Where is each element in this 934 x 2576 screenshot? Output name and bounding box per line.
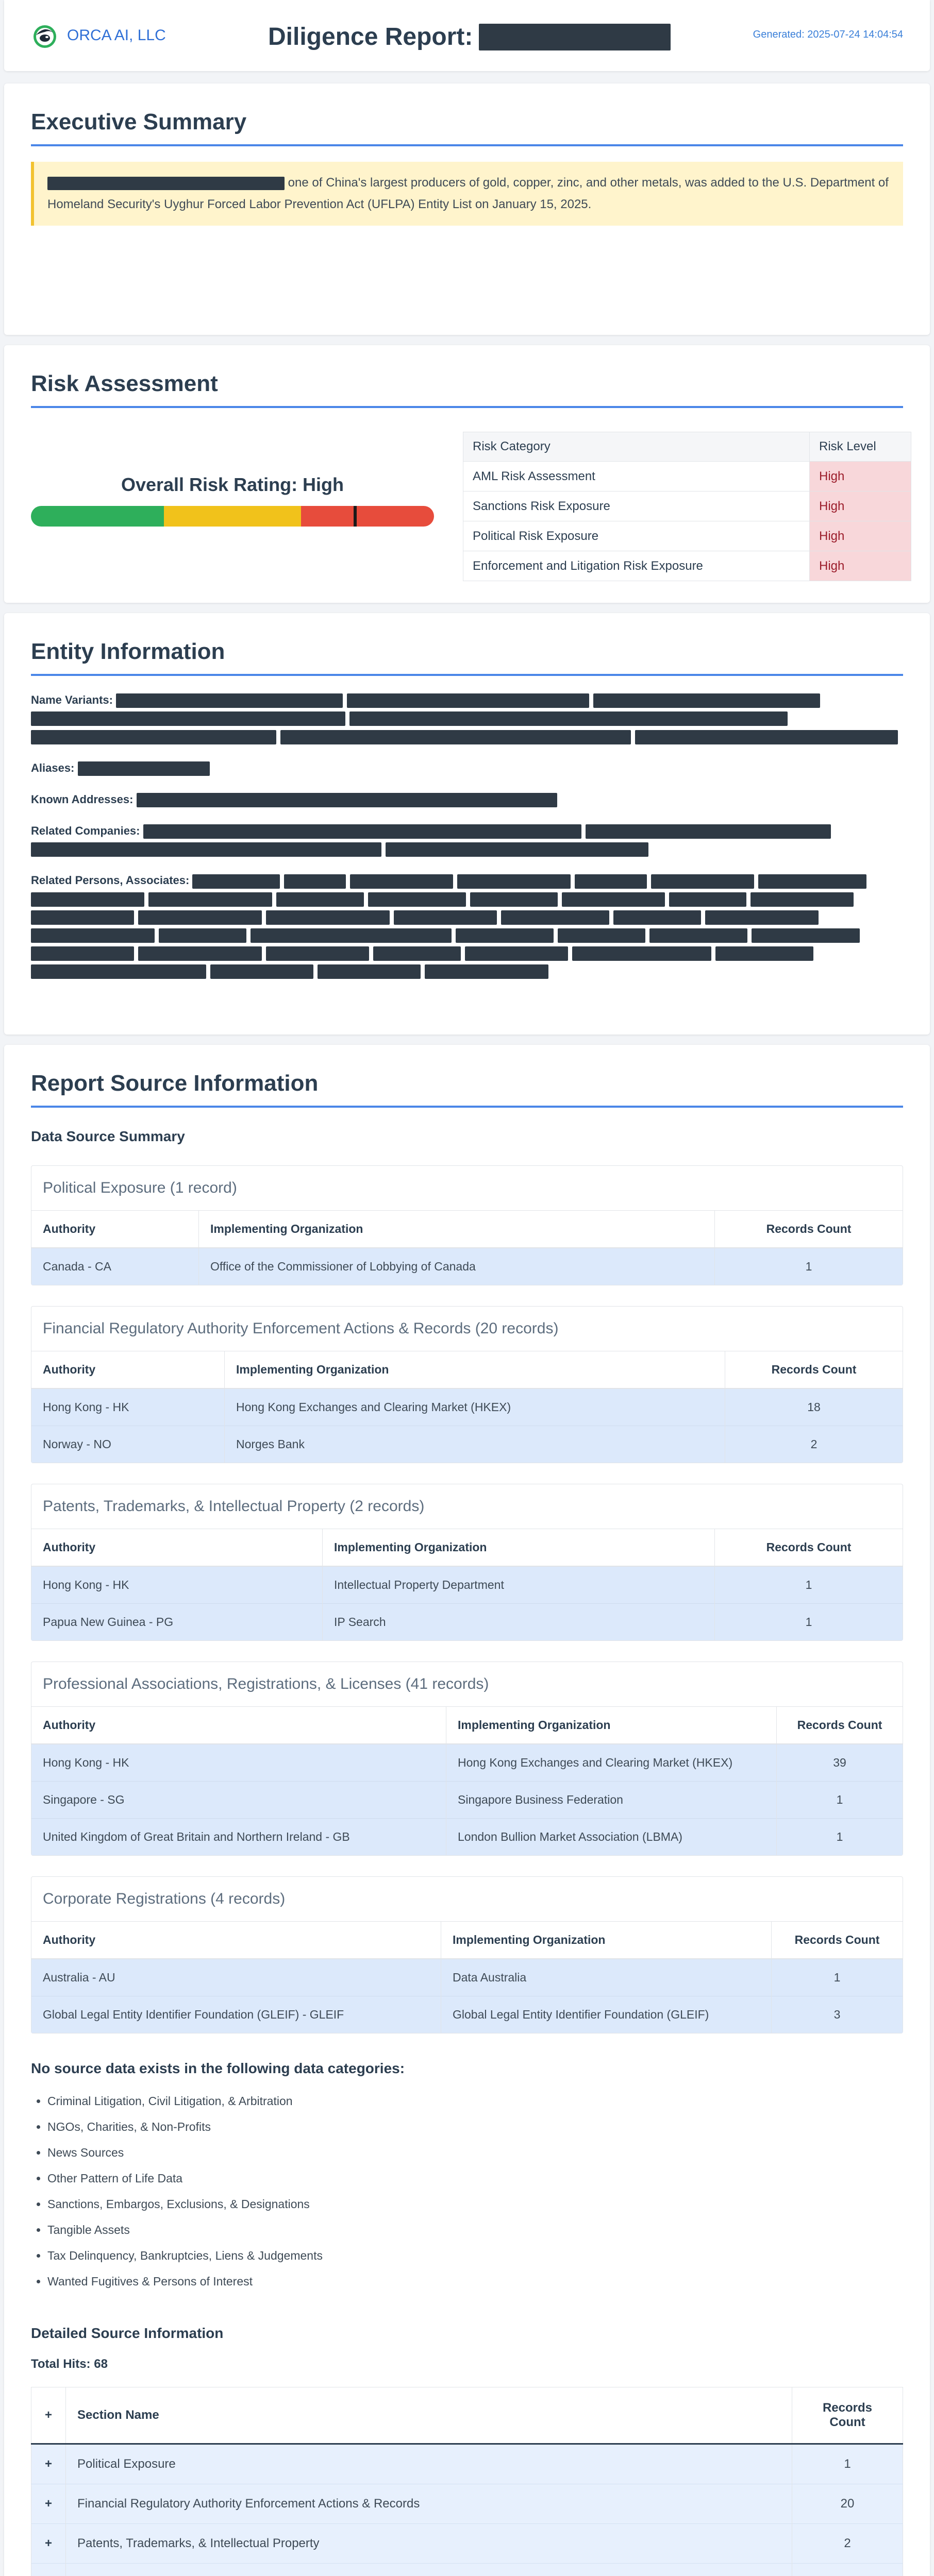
redacted-value <box>558 928 645 943</box>
source-group-professional-associations <box>31 1662 903 1856</box>
redacted-value <box>572 946 711 961</box>
col-count: Records Count <box>772 1922 903 1959</box>
redacted-value <box>347 693 589 708</box>
redacted-value <box>138 910 262 925</box>
executive-summary-section <box>4 83 930 335</box>
org-cell: Office of the Commissioner of Lobbying of Canada <box>199 1248 715 1285</box>
col-org: Implementing Organization <box>441 1922 772 1959</box>
count-cell: 1 <box>715 1566 903 1604</box>
col-count: Records Count <box>715 1211 903 1248</box>
section-name <box>66 2564 792 2576</box>
section-name: Political Exposure <box>66 2444 792 2484</box>
source-group-title: Patents, Trademarks, & Intellectual Property (2 records) <box>31 1484 903 1529</box>
brand-name: ORCA AI, LLC <box>67 27 166 44</box>
section-name: Patents, Trademarks, & Intellectual Property <box>66 2524 792 2564</box>
count-cell: 1 <box>777 1819 903 1856</box>
related-companies-label: Related Companies: <box>31 824 140 837</box>
redacted-value <box>669 892 746 907</box>
risk-row <box>463 521 911 551</box>
table-row[interactable] <box>31 2484 903 2524</box>
source-group-corporate-registrations <box>31 1876 903 2033</box>
redacted-value <box>613 910 701 925</box>
gauge-segment-low <box>31 506 164 527</box>
source-group-title: Financial Regulatory Authority Enforcement Actions & Records (20 records) <box>31 1307 903 1351</box>
entity-information-section <box>4 613 930 1035</box>
org-cell: Norges Bank <box>225 1426 725 1463</box>
table-row <box>31 1566 903 1604</box>
redacted-value <box>501 910 609 925</box>
redacted-value <box>266 946 369 961</box>
table-row[interactable] <box>31 2524 903 2564</box>
count-cell: 18 <box>725 1388 903 1426</box>
related-persons-field <box>31 872 903 980</box>
redacted-value <box>31 964 206 979</box>
count-cell: 1 <box>715 1248 903 1285</box>
table-row <box>31 1388 903 1426</box>
redacted-value <box>651 874 754 889</box>
gauge-segment-high <box>301 506 434 527</box>
redacted-value <box>470 892 558 907</box>
redacted-value <box>276 892 364 907</box>
expand-toggle[interactable]: + <box>31 2444 66 2484</box>
org-cell: London Bullion Market Association (LBMA) <box>446 1819 777 1856</box>
redacted-value <box>575 874 647 889</box>
risk-row <box>463 492 911 521</box>
count-cell: 39 <box>777 1744 903 1782</box>
redacted-value <box>31 842 381 857</box>
related-companies-field <box>31 822 903 858</box>
authority-cell: Papua New Guinea - PG <box>31 1604 323 1641</box>
count-cell: 1 <box>777 1782 903 1819</box>
col-count: Records Count <box>725 1351 903 1388</box>
risk-assessment-heading: Risk Assessment <box>31 345 903 408</box>
redacted-value <box>251 928 452 943</box>
risk-row <box>463 551 911 581</box>
report-source-section <box>4 1045 930 2576</box>
no-data-list <box>31 2088 903 2294</box>
orca-logo-icon <box>31 22 59 49</box>
redacted-value <box>635 730 898 744</box>
col-records-count: Records Count <box>792 2387 903 2444</box>
source-group-patents <box>31 1484 903 1641</box>
table-row[interactable] <box>31 2444 903 2484</box>
redacted-value <box>148 892 272 907</box>
aliases-field <box>31 759 903 777</box>
redacted-value <box>159 928 246 943</box>
redacted-value <box>138 946 262 961</box>
source-table <box>31 1211 903 1285</box>
redacted-value <box>394 910 497 925</box>
count-cell: 2 <box>725 1426 903 1463</box>
executive-summary-heading: Executive Summary <box>31 83 903 146</box>
col-authority: Authority <box>31 1922 441 1959</box>
redacted-value <box>31 892 144 907</box>
report-source-heading: Report Source Information <box>31 1045 903 1108</box>
col-authority: Authority <box>31 1707 446 1744</box>
table-row <box>31 1819 903 1856</box>
risk-level: High <box>810 492 911 521</box>
data-source-summary-heading: Data Source Summary <box>31 1128 185 1144</box>
risk-table <box>463 432 911 581</box>
records-count: 2 <box>792 2524 903 2564</box>
org-cell: IP Search <box>323 1604 715 1641</box>
gauge-segment-medium <box>164 506 301 527</box>
redacted-value <box>116 693 343 708</box>
redacted-value <box>31 730 276 744</box>
list-item: • Tangible Assets <box>47 2217 903 2243</box>
redacted-value <box>143 824 581 839</box>
col-authority: Authority <box>31 1529 323 1566</box>
source-group-title: Political Exposure (1 record) <box>31 1166 903 1211</box>
risk-category: Sanctions Risk Exposure <box>463 492 810 521</box>
report-header <box>4 0 930 71</box>
redacted-value <box>350 874 453 889</box>
source-table <box>31 1351 903 1463</box>
aliases-label: Aliases: <box>31 761 75 774</box>
org-cell: Hong Kong Exchanges and Clearing Market (HKEX) <box>446 1744 777 1782</box>
redacted-value <box>562 892 665 907</box>
authority-cell: United Kingdom of Great Britain and Northern Ireland - GB <box>31 1819 446 1856</box>
authority-cell: Global Legal Entity Identifier Foundation (GLEIF) - GLEIF <box>31 1996 441 2033</box>
overall-risk-rating: Overall Risk Rating: High <box>121 474 344 495</box>
list-item: • News Sources <box>47 2140 903 2165</box>
redacted-value <box>752 928 860 943</box>
col-authority: Authority <box>31 1351 225 1388</box>
records-count: 1 <box>792 2444 903 2484</box>
col-count: Records Count <box>777 1707 903 1744</box>
col-org: Implementing Organization <box>323 1529 715 1566</box>
risk-gauge <box>31 474 434 527</box>
redacted-entity-name <box>47 177 285 190</box>
expand-toggle[interactable] <box>31 2564 66 2576</box>
redacted-value <box>31 928 155 943</box>
risk-level: High <box>810 551 911 581</box>
redacted-value <box>386 842 648 857</box>
authority-cell: Canada - CA <box>31 1248 199 1285</box>
redacted-value <box>457 874 571 889</box>
redacted-value <box>318 964 421 979</box>
redacted-entity-name <box>479 24 671 50</box>
source-group-title: Corporate Registrations (4 records) <box>31 1877 903 1922</box>
redacted-value <box>137 793 557 807</box>
org-cell: Data Australia <box>441 1959 772 1996</box>
redacted-value <box>649 928 747 943</box>
known-addresses-label: Known Addresses: <box>31 792 134 806</box>
risk-category: Political Risk Exposure <box>463 521 810 551</box>
authority-cell: Singapore - SG <box>31 1782 446 1819</box>
source-table <box>31 1529 903 1640</box>
summary-alert <box>31 162 903 226</box>
org-cell: Singapore Business Federation <box>446 1782 777 1819</box>
count-cell: 1 <box>772 1959 903 1996</box>
authority-cell: Hong Kong - HK <box>31 1566 323 1604</box>
redacted-value <box>373 946 461 961</box>
risk-table-header-category: Risk Category <box>463 432 810 462</box>
redacted-value <box>284 874 346 889</box>
redacted-value <box>456 928 554 943</box>
name-variants-label: Name Variants: <box>31 693 113 706</box>
table-row <box>31 1604 903 1641</box>
risk-category: AML Risk Assessment <box>463 462 810 492</box>
redacted-value <box>715 946 813 961</box>
name-variants-field <box>31 691 903 746</box>
col-org: Implementing Organization <box>199 1211 715 1248</box>
source-group-financial-regulatory <box>31 1306 903 1463</box>
no-data-heading: No source data exists in the following data categories: <box>31 2060 405 2076</box>
total-hits: Total Hits: 68 <box>31 2357 108 2371</box>
table-row <box>31 1744 903 1782</box>
table-row <box>31 1959 903 1996</box>
known-addresses-field <box>31 791 903 809</box>
records-count: 20 <box>792 2484 903 2524</box>
col-section-name: Section Name <box>66 2387 792 2444</box>
org-cell: Hong Kong Exchanges and Clearing Market (HKEX) <box>225 1388 725 1426</box>
summary-text: one of China's largest producers of gold, copper, zinc, and other metals, was added to the U.S. Department of Homeland Security's Uyghur Forced Labor Prevention Act (UFLPA) Entity List on January 15, 2025. <box>47 176 889 211</box>
list-item: • Criminal Litigation, Civil Litigation, & Arbitration <box>47 2088 903 2114</box>
table-row <box>31 1426 903 1463</box>
redacted-value <box>266 910 390 925</box>
risk-table-header-level: Risk Level <box>810 432 911 462</box>
redacted-value <box>349 711 788 726</box>
redacted-value <box>593 693 820 708</box>
col-org: Implementing Organization <box>446 1707 777 1744</box>
redacted-value <box>210 964 313 979</box>
expand-all-header: + <box>31 2387 66 2444</box>
redacted-value <box>78 761 210 776</box>
col-authority: Authority <box>31 1211 199 1248</box>
brand-block <box>31 22 166 49</box>
list-item: • Tax Delinquency, Bankruptcies, Liens & Judgements <box>47 2243 903 2268</box>
count-cell: 3 <box>772 1996 903 2033</box>
source-table <box>31 1707 903 1855</box>
authority-cell: Norway - NO <box>31 1426 225 1463</box>
authority-cell: Hong Kong - HK <box>31 1388 225 1426</box>
source-group-title: Professional Associations, Registrations, & Licenses (41 records) <box>31 1662 903 1707</box>
redacted-value <box>465 946 568 961</box>
list-item: • NGOs, Charities, & Non-Profits <box>47 2114 903 2140</box>
risk-level: High <box>810 521 911 551</box>
detail-table <box>31 2387 903 2576</box>
generated-timestamp: Generated: 2025-07-24 14:04:54 <box>753 29 903 40</box>
count-cell: 1 <box>715 1604 903 1641</box>
gauge-needle <box>354 506 357 527</box>
redacted-value <box>31 711 345 726</box>
org-cell: Intellectual Property Department <box>323 1566 715 1604</box>
redacted-value <box>31 946 134 961</box>
risk-gauge-bar <box>31 506 434 527</box>
redacted-value <box>586 824 831 839</box>
risk-category: Enforcement and Litigation Risk Exposure <box>463 551 810 581</box>
section-name: Financial Regulatory Authority Enforcement Actions & Records <box>66 2484 792 2524</box>
org-cell: Global Legal Entity Identifier Foundation (GLEIF) <box>441 1996 772 2033</box>
source-group-political-exposure <box>31 1165 903 1285</box>
redacted-value <box>705 910 819 925</box>
redacted-value <box>758 874 866 889</box>
list-item: • Other Pattern of Life Data <box>47 2165 903 2191</box>
expand-toggle[interactable]: + <box>31 2484 66 2524</box>
report-title <box>268 23 671 51</box>
col-count: Records Count <box>715 1529 903 1566</box>
source-table <box>31 1922 903 2033</box>
entity-information-heading: Entity Information <box>31 613 903 676</box>
redacted-value <box>750 892 854 907</box>
risk-assessment-section <box>4 345 930 603</box>
redacted-value <box>425 964 548 979</box>
list-item: • Wanted Fugitives & Persons of Interest <box>47 2268 903 2294</box>
col-org: Implementing Organization <box>225 1351 725 1388</box>
table-row[interactable] <box>31 2564 903 2576</box>
report-title-text: Diligence Report: <box>268 23 473 50</box>
expand-toggle[interactable]: + <box>31 2524 66 2564</box>
authority-cell: Hong Kong - HK <box>31 1744 446 1782</box>
list-item: • Sanctions, Embargos, Exclusions, & Designations <box>47 2191 903 2217</box>
table-row <box>31 1248 903 1285</box>
authority-cell: Australia - AU <box>31 1959 441 1996</box>
redacted-value <box>31 910 134 925</box>
risk-level: High <box>810 462 911 492</box>
risk-row <box>463 462 911 492</box>
records-count <box>792 2564 903 2576</box>
related-persons-label: Related Persons, Associates: <box>31 874 190 887</box>
redacted-value <box>192 874 280 889</box>
table-row <box>31 1996 903 2033</box>
table-row <box>31 1782 903 1819</box>
redacted-value <box>368 892 466 907</box>
detailed-source-heading: Detailed Source Information <box>31 2325 224 2341</box>
redacted-value <box>280 730 631 744</box>
